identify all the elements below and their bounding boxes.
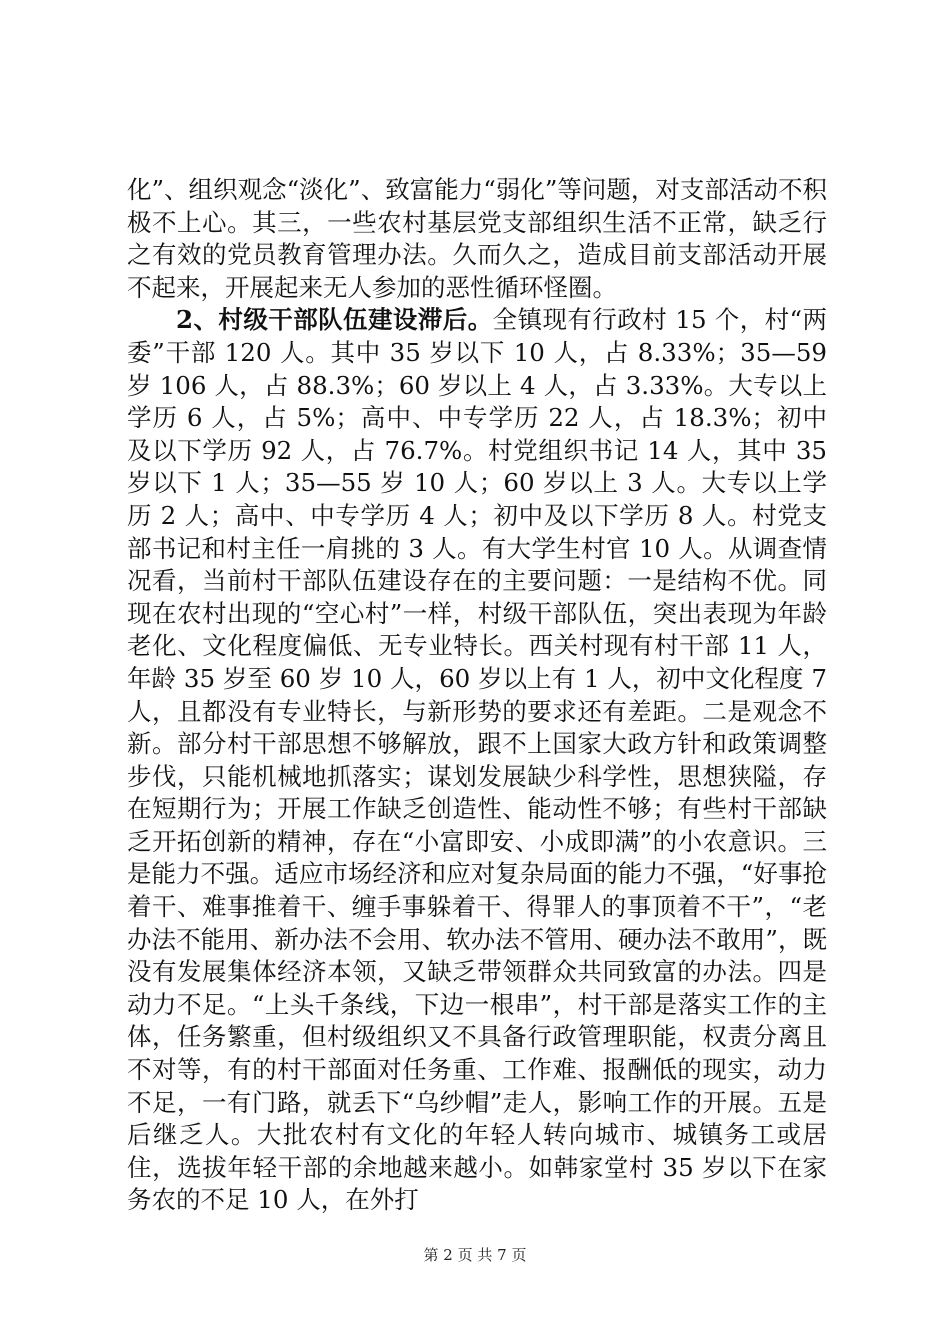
paragraph-2-heading: 2、村级干部队伍建设滞后。 xyxy=(176,305,493,335)
paragraph-2 xyxy=(127,304,827,1217)
paragraph-2-body: 全镇现有行政村 15 个，村“两委”干部 120 人。其中 35 岁以下 10 人，占 8.33%；35—59 岁 106 人，占 88.3%；60 岁以上 4 人，占 3.33%。大专以上学历 6 人，占 5%；高中、中专学历 22 人，占 18.3%；初中及以下学历 92 人，占 76.7%。村党组织书记 14 人，其中 35 岁以下 1 人；35—55 岁 10 人；60 岁以上 3 人。大专以上学历 2 人；高中、中专学历 4 人；初中及以下学历 8 人。村党支部书记和村主任一肩挑的 3 人。有大学生村官 10 人。从调查情况看，当前村干部队伍建设存在的主要问题：一是结构不优。同现在农村出现的“空心村”一样，村级干部队伍，突出表现为年龄老化、文化程度偏低、无专业特长。西关村现有村干部 11 人，年龄 35 岁至 60 岁 10 人，60 岁以上有 1 人，初中文化程度 7 人，且都没有专业特长，与新形势的要求还有差距。二是观念不新。部分村干部思想不够解放，跟不上国家大政方针和政策调整步伐，只能机械地抓落实；谋划发展缺少科学性，思想狭隘，存在短期行为；开展工作缺乏创造性、能动性不够；有些村干部缺乏开拓创新的精神，存在“小富即安、小成即满”的小农意识。三是能力不强。适应市场经济和应对复杂局面的能力不强，“好事抢着干、难事推着干、缠手事躲着干、得罪人的事顶着不干”，“老办法不能用、新办法不会用、软办法不管用、硬办法不敢用”，既没有发展集体经济本领，又缺乏带领群众共同致富的办法。四是动力不足。“上头千条线，下边一根串”，村干部是落实工作的主体，任务繁重，但村级组织又不具备行政管理职能，权责分离且不对等，有的村干部面对任务重、工作难、报酬低的现实，动力不足，一有门路，就丢下“乌纱帽”走人，影响工作的开展。五是后继乏人。大批农村有文化的年轻人转向城市、城镇务工或居住，选拔年轻干部的余地越来越小。如韩家堂村 35 岁以下在家务农的不足 10 人，在外打 xyxy=(127,305,828,1215)
paragraph-1: 化”、组织观念“淡化”、致富能力“弱化”等问题，对支部活动不积极不上心。其三，一些农村基层党支部组织生活不正常，缺乏行之有效的党员教育管理办法。久而久之，造成目前支部活动开展不起来，开展起来无人参加的恶性循环怪圈。 xyxy=(127,175,827,302)
document-body xyxy=(127,174,827,1217)
page-footer: 第 2 页 共 7 页 xyxy=(423,1246,527,1264)
